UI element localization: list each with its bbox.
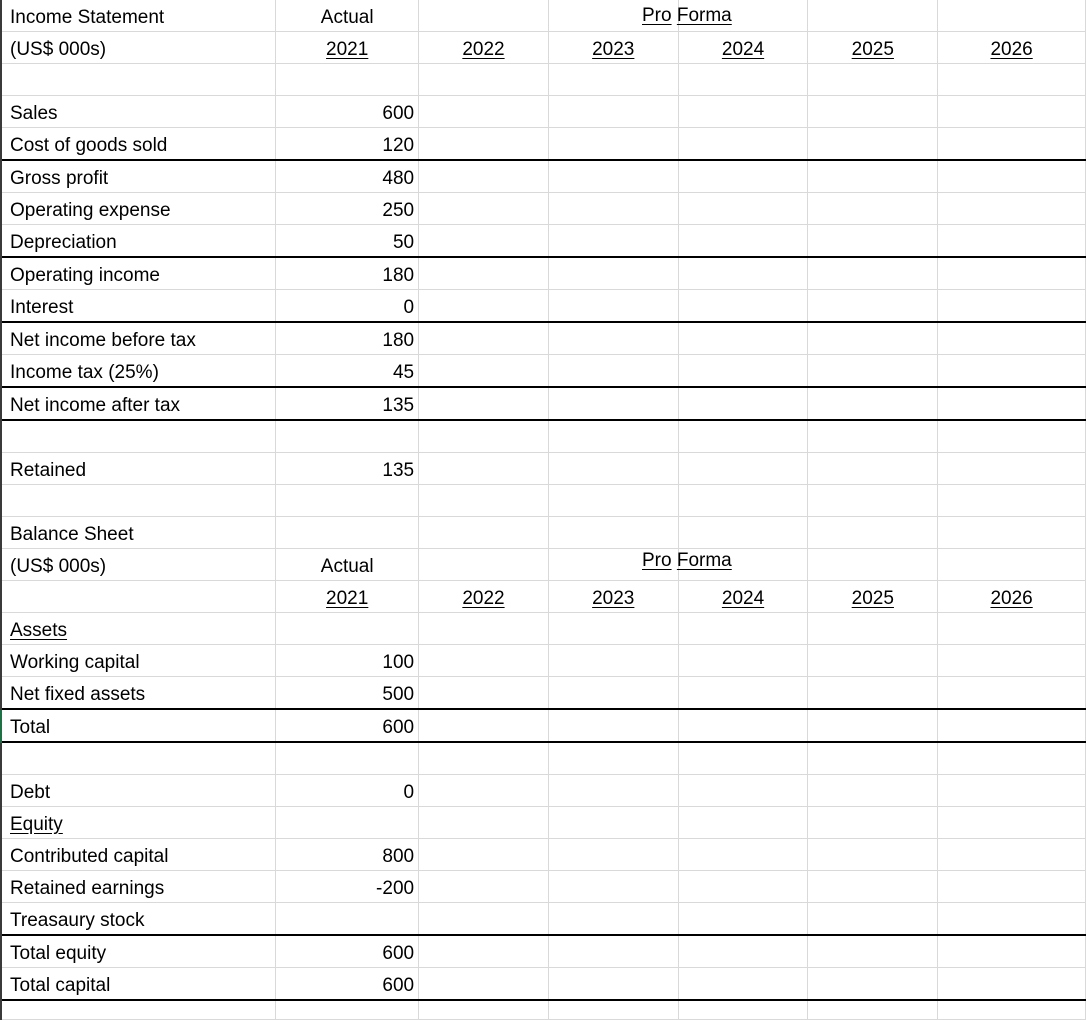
balance-value-debt[interactable]: 0 xyxy=(276,775,419,807)
income-value-income-tax[interactable]: 45 xyxy=(276,355,419,388)
income-year-2022[interactable]: 2022 xyxy=(419,32,549,64)
cell[interactable] xyxy=(808,677,938,710)
cell[interactable] xyxy=(938,935,1086,968)
cell[interactable] xyxy=(938,128,1086,161)
balance-value-net-fixed-assets[interactable]: 500 xyxy=(276,677,419,710)
cell[interactable] xyxy=(808,613,938,645)
cell[interactable] xyxy=(419,485,549,517)
cell[interactable] xyxy=(1,420,276,453)
cell[interactable] xyxy=(938,613,1086,645)
cell[interactable] xyxy=(938,225,1086,258)
cell[interactable] xyxy=(419,290,549,323)
cell[interactable] xyxy=(938,839,1086,871)
cell[interactable] xyxy=(808,193,938,225)
cell[interactable] xyxy=(419,128,549,161)
balance-label-debt[interactable]: Debt xyxy=(1,775,276,807)
cell[interactable] xyxy=(419,322,549,355)
cell[interactable] xyxy=(548,935,678,968)
cell[interactable] xyxy=(678,645,808,677)
cell[interactable] xyxy=(678,742,808,775)
cell[interactable] xyxy=(808,839,938,871)
cell[interactable] xyxy=(419,903,549,936)
cell[interactable] xyxy=(678,968,808,1001)
cell[interactable] xyxy=(938,0,1086,32)
cell[interactable] xyxy=(548,968,678,1001)
cell[interactable] xyxy=(419,839,549,871)
cell[interactable] xyxy=(276,613,419,645)
balance-year-2025[interactable]: 2025 xyxy=(808,581,938,613)
cell[interactable] xyxy=(419,225,549,258)
cell[interactable] xyxy=(938,871,1086,903)
cell[interactable] xyxy=(938,968,1086,1001)
cell[interactable] xyxy=(808,549,938,581)
cell[interactable] xyxy=(808,453,938,485)
cell[interactable] xyxy=(276,64,419,96)
cell[interactable] xyxy=(419,193,549,225)
cell[interactable] xyxy=(419,160,549,193)
income-year-2025[interactable]: 2025 xyxy=(808,32,938,64)
cell[interactable] xyxy=(548,485,678,517)
cell[interactable] xyxy=(678,485,808,517)
cell[interactable] xyxy=(548,807,678,839)
balance-value-total-equity[interactable]: 600 xyxy=(276,935,419,968)
cell[interactable] xyxy=(419,935,549,968)
cell[interactable] xyxy=(808,128,938,161)
cell[interactable] xyxy=(938,322,1086,355)
cell[interactable] xyxy=(938,645,1086,677)
income-label-operating-expense[interactable]: Operating expense xyxy=(1,193,276,225)
income-year-2021[interactable]: 2021 xyxy=(276,32,419,64)
cell[interactable] xyxy=(419,549,549,581)
cell[interactable] xyxy=(678,225,808,258)
cell[interactable] xyxy=(419,645,549,677)
cell[interactable] xyxy=(419,871,549,903)
balance-year-2021[interactable]: 2021 xyxy=(276,581,419,613)
cell[interactable] xyxy=(938,355,1086,388)
cell[interactable] xyxy=(548,613,678,645)
cell[interactable] xyxy=(938,485,1086,517)
income-value-operating-expense[interactable]: 250 xyxy=(276,193,419,225)
income-pro-label: Pro xyxy=(642,5,672,26)
cell[interactable] xyxy=(419,420,549,453)
cell[interactable] xyxy=(548,517,678,549)
income-label-net-income-before-tax[interactable]: Net income before tax xyxy=(1,322,276,355)
cell[interactable] xyxy=(419,387,549,420)
balance-year-2024[interactable]: 2024 xyxy=(678,581,808,613)
cell[interactable] xyxy=(276,517,419,549)
income-value-net-income-after-tax[interactable]: 135 xyxy=(276,387,419,420)
cell[interactable] xyxy=(938,420,1086,453)
cell[interactable] xyxy=(938,193,1086,225)
cell[interactable] xyxy=(938,807,1086,839)
balance-value-contributed-capital[interactable]: 800 xyxy=(276,839,419,871)
cell[interactable] xyxy=(548,96,678,128)
cell[interactable] xyxy=(548,677,678,710)
cell[interactable] xyxy=(548,839,678,871)
income-label-cogs[interactable]: Cost of goods sold xyxy=(1,128,276,161)
cell[interactable] xyxy=(1,485,276,517)
cell[interactable] xyxy=(419,677,549,710)
cell[interactable] xyxy=(678,193,808,225)
income-value-interest[interactable]: 0 xyxy=(276,290,419,323)
income-forma-label: Forma xyxy=(676,5,732,26)
cell[interactable] xyxy=(678,807,808,839)
cell[interactable] xyxy=(548,257,678,290)
cell[interactable] xyxy=(938,64,1086,96)
cell[interactable] xyxy=(808,387,938,420)
income-value-retained[interactable]: 135 xyxy=(276,453,419,485)
income-value-cogs[interactable]: 120 xyxy=(276,128,419,161)
cell[interactable] xyxy=(808,225,938,258)
cell[interactable] xyxy=(276,742,419,775)
cell[interactable] xyxy=(808,420,938,453)
balance-label-retained-earnings[interactable]: Retained earnings xyxy=(1,871,276,903)
cell[interactable] xyxy=(419,613,549,645)
cell[interactable] xyxy=(678,453,808,485)
balance-label-total-capital[interactable]: Total capital xyxy=(1,968,276,1001)
income-label-income-tax[interactable]: Income tax (25%) xyxy=(1,355,276,388)
balance-pro-label: Pro xyxy=(642,550,672,571)
income-year-2024[interactable]: 2024 xyxy=(678,32,808,64)
cell[interactable] xyxy=(678,517,808,549)
cell[interactable] xyxy=(938,742,1086,775)
cell[interactable] xyxy=(808,290,938,323)
cell[interactable] xyxy=(808,742,938,775)
cell[interactable] xyxy=(419,742,549,775)
income-label-operating-income[interactable]: Operating income xyxy=(1,257,276,290)
balance-value-retained-earnings[interactable]: -200 xyxy=(276,871,419,903)
income-label-sales[interactable]: Sales xyxy=(1,96,276,128)
cell[interactable] xyxy=(1,581,276,613)
cell[interactable] xyxy=(678,420,808,453)
cell[interactable] xyxy=(678,387,808,420)
cell[interactable] xyxy=(276,807,419,839)
cell[interactable] xyxy=(276,485,419,517)
cell[interactable] xyxy=(938,517,1086,549)
cell[interactable] xyxy=(808,903,938,936)
income-actual-label[interactable]: Actual xyxy=(276,0,419,32)
cell[interactable] xyxy=(1,64,276,96)
cell[interactable] xyxy=(419,453,549,485)
cell[interactable] xyxy=(808,0,938,32)
cell[interactable] xyxy=(678,709,808,742)
cell[interactable] xyxy=(938,903,1086,936)
cell[interactable] xyxy=(548,775,678,807)
cell[interactable] xyxy=(548,871,678,903)
balance-year-2026[interactable]: 2026 xyxy=(938,581,1086,613)
balance-value-working-capital[interactable]: 100 xyxy=(276,645,419,677)
cell[interactable] xyxy=(938,677,1086,710)
cell[interactable] xyxy=(678,160,808,193)
income-year-2026[interactable]: 2026 xyxy=(938,32,1086,64)
income-pro-forma-label xyxy=(642,5,732,27)
cell[interactable] xyxy=(548,160,678,193)
balance-label-working-capital[interactable]: Working capital xyxy=(1,645,276,677)
cell[interactable] xyxy=(938,160,1086,193)
cell[interactable] xyxy=(808,257,938,290)
income-label-interest[interactable]: Interest xyxy=(1,290,276,323)
income-label-net-income-after-tax[interactable]: Net income after tax xyxy=(1,387,276,420)
income-value-net-income-before-tax[interactable]: 180 xyxy=(276,322,419,355)
balance-label-total-assets[interactable]: Total xyxy=(1,709,276,742)
income-value-sales[interactable]: 600 xyxy=(276,96,419,128)
cell[interactable] xyxy=(548,420,678,453)
cell[interactable] xyxy=(808,935,938,968)
cell[interactable] xyxy=(938,775,1086,807)
cell[interactable] xyxy=(678,355,808,388)
balance-value-total-assets[interactable]: 600 xyxy=(276,709,419,742)
balance-sheet-title[interactable]: Balance Sheet xyxy=(1,517,276,549)
cell[interactable] xyxy=(678,322,808,355)
cell[interactable] xyxy=(938,453,1086,485)
balance-value-total-capital[interactable]: 600 xyxy=(276,968,419,1001)
cell[interactable] xyxy=(938,96,1086,128)
cell[interactable] xyxy=(808,807,938,839)
balance-assets-header[interactable]: Assets xyxy=(1,613,276,645)
balance-label-net-fixed-assets[interactable]: Net fixed assets xyxy=(1,677,276,710)
balance-actual-label[interactable]: Actual xyxy=(276,549,419,581)
cell[interactable] xyxy=(548,64,678,96)
cell[interactable] xyxy=(808,160,938,193)
balance-label-total-equity[interactable]: Total equity xyxy=(1,935,276,968)
balance-label-treasury-stock[interactable]: Treasaury stock xyxy=(1,903,276,936)
cell[interactable] xyxy=(678,96,808,128)
cell[interactable] xyxy=(938,709,1086,742)
cell[interactable] xyxy=(678,613,808,645)
cell[interactable] xyxy=(548,322,678,355)
cell[interactable] xyxy=(938,549,1086,581)
cell[interactable] xyxy=(548,645,678,677)
cell[interactable] xyxy=(419,775,549,807)
cell[interactable] xyxy=(938,290,1086,323)
balance-value-treasury-stock[interactable] xyxy=(276,903,419,936)
cell[interactable] xyxy=(808,775,938,807)
cell[interactable] xyxy=(808,517,938,549)
cell[interactable] xyxy=(678,775,808,807)
cell[interactable] xyxy=(419,517,549,549)
cell[interactable] xyxy=(808,485,938,517)
income-statement-title[interactable]: Income Statement xyxy=(1,0,276,32)
cell[interactable] xyxy=(808,968,938,1001)
income-label-gross-profit[interactable]: Gross profit xyxy=(1,160,276,193)
cell[interactable] xyxy=(419,0,549,32)
cell[interactable] xyxy=(548,742,678,775)
balance-year-2022[interactable]: 2022 xyxy=(419,581,549,613)
income-value-depreciation[interactable]: 50 xyxy=(276,225,419,258)
cell[interactable] xyxy=(678,64,808,96)
cell[interactable] xyxy=(548,128,678,161)
balance-units[interactable]: (US$ 000s) xyxy=(1,549,276,581)
cell[interactable] xyxy=(419,968,549,1001)
income-units[interactable]: (US$ 000s) xyxy=(1,32,276,64)
balance-label-contributed-capital[interactable]: Contributed capital xyxy=(1,839,276,871)
cell[interactable] xyxy=(548,709,678,742)
income-label-depreciation[interactable]: Depreciation xyxy=(1,225,276,258)
balance-equity-header[interactable]: Equity xyxy=(1,807,276,839)
cell[interactable] xyxy=(678,257,808,290)
cell[interactable] xyxy=(419,355,549,388)
cell[interactable] xyxy=(419,807,549,839)
income-label-retained[interactable]: Retained xyxy=(1,453,276,485)
cell[interactable] xyxy=(419,64,549,96)
cell[interactable] xyxy=(808,709,938,742)
cell[interactable] xyxy=(1,742,276,775)
cell[interactable] xyxy=(808,355,938,388)
balance-forma-label: Forma xyxy=(676,550,732,571)
cell[interactable] xyxy=(678,290,808,323)
cell[interactable] xyxy=(419,257,549,290)
cell[interactable] xyxy=(276,420,419,453)
cell[interactable] xyxy=(548,453,678,485)
cell[interactable] xyxy=(678,871,808,903)
cell[interactable] xyxy=(548,193,678,225)
cell[interactable] xyxy=(678,903,808,936)
cell[interactable] xyxy=(938,387,1086,420)
cell[interactable] xyxy=(548,355,678,388)
cell[interactable] xyxy=(808,871,938,903)
cell[interactable] xyxy=(678,677,808,710)
cell[interactable] xyxy=(419,96,549,128)
balance-year-2023[interactable]: 2023 xyxy=(548,581,678,613)
cell[interactable] xyxy=(808,645,938,677)
cell[interactable] xyxy=(808,322,938,355)
cell[interactable] xyxy=(678,839,808,871)
cell[interactable] xyxy=(938,257,1086,290)
income-value-operating-income[interactable]: 180 xyxy=(276,257,419,290)
cell[interactable] xyxy=(678,935,808,968)
income-value-gross-profit[interactable]: 480 xyxy=(276,160,419,193)
cell[interactable] xyxy=(808,96,938,128)
cell[interactable] xyxy=(548,903,678,936)
income-year-2023[interactable]: 2023 xyxy=(548,32,678,64)
balance-pro-forma-label xyxy=(642,550,732,572)
cell[interactable] xyxy=(548,387,678,420)
cell[interactable] xyxy=(419,709,549,742)
cell[interactable] xyxy=(548,290,678,323)
cell[interactable] xyxy=(548,225,678,258)
cell[interactable] xyxy=(808,64,938,96)
cell[interactable] xyxy=(678,128,808,161)
